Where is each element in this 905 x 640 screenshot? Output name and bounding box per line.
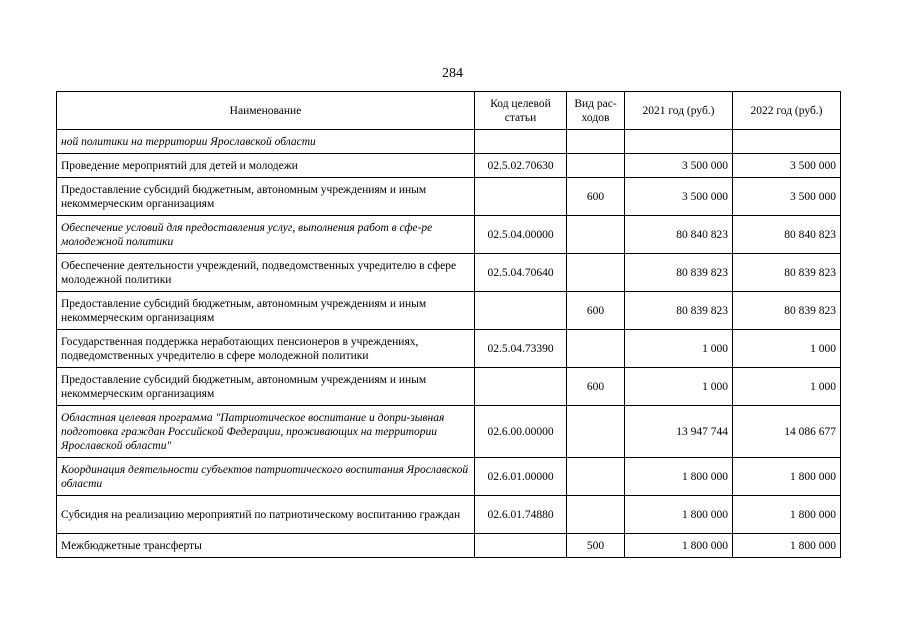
row-expense-type xyxy=(567,496,625,534)
row-expense-type: 500 xyxy=(567,534,625,558)
table-row xyxy=(57,292,841,330)
row-code xyxy=(475,368,567,406)
row-amount-2022: 80 840 823 xyxy=(733,216,841,254)
table-row xyxy=(57,458,841,496)
row-name: Проведение мероприятий для детей и молодежи xyxy=(57,154,475,178)
row-amount-2022: 1 800 000 xyxy=(733,496,841,534)
row-expense-type xyxy=(567,458,625,496)
row-name: Координация деятельности субъектов патриотического воспитания Ярославской области xyxy=(57,458,475,496)
table-row xyxy=(57,130,841,154)
row-expense-type: 600 xyxy=(567,178,625,216)
row-amount-2022: 1 000 xyxy=(733,330,841,368)
row-amount-2021: 1 800 000 xyxy=(625,458,733,496)
row-name: Предоставление субсидий бюджетным, автономным учреждениям и иным некоммерческим организациям xyxy=(57,292,475,330)
table-row xyxy=(57,330,841,368)
row-code xyxy=(475,534,567,558)
row-expense-type xyxy=(567,130,625,154)
table-row xyxy=(57,406,841,458)
table-row xyxy=(57,496,841,534)
row-amount-2021: 13 947 744 xyxy=(625,406,733,458)
page-number: 284 xyxy=(442,66,463,81)
row-amount-2021: 3 500 000 xyxy=(625,178,733,216)
header-expense-type: Вид рас-ходов xyxy=(567,92,625,130)
row-amount-2021: 1 000 xyxy=(625,368,733,406)
table-row xyxy=(57,368,841,406)
row-amount-2022: 80 839 823 xyxy=(733,292,841,330)
row-code: 02.5.04.00000 xyxy=(475,216,567,254)
row-code: 02.6.00.00000 xyxy=(475,406,567,458)
table-row xyxy=(57,178,841,216)
header-code: Код целевой статьи xyxy=(475,92,567,130)
row-code: 02.5.02.70630 xyxy=(475,154,567,178)
row-amount-2021: 80 840 823 xyxy=(625,216,733,254)
row-code: 02.5.04.73390 xyxy=(475,330,567,368)
row-expense-type: 600 xyxy=(567,368,625,406)
header-name: Наименование xyxy=(57,92,475,130)
row-name: Обеспечение деятельности учреждений, подведомственных учредителю в сфере молодежной политики xyxy=(57,254,475,292)
row-expense-type: 600 xyxy=(567,292,625,330)
row-code xyxy=(475,130,567,154)
row-amount-2021: 80 839 823 xyxy=(625,254,733,292)
row-code xyxy=(475,292,567,330)
row-amount-2022: 1 800 000 xyxy=(733,534,841,558)
row-amount-2021: 80 839 823 xyxy=(625,292,733,330)
table-row xyxy=(57,154,841,178)
row-expense-type xyxy=(567,406,625,458)
table-row xyxy=(57,534,841,558)
row-amount-2022: 3 500 000 xyxy=(733,178,841,216)
row-amount-2021: 1 800 000 xyxy=(625,534,733,558)
budget-table xyxy=(56,91,841,558)
row-expense-type xyxy=(567,154,625,178)
row-code: 02.5.04.70640 xyxy=(475,254,567,292)
table-header-row xyxy=(57,92,841,130)
table-row xyxy=(57,254,841,292)
row-name: Государственная поддержка неработающих пенсионеров в учреждениях, подведомственных учредителю в сфере молодежной политики xyxy=(57,330,475,368)
row-amount-2022: 80 839 823 xyxy=(733,254,841,292)
row-amount-2022: 1 800 000 xyxy=(733,458,841,496)
row-name: Обеспечение условий для предоставления услуг, выполнения работ в сфе-ре молодежной политики xyxy=(57,216,475,254)
row-name: ной политики на территории Ярославской области xyxy=(57,130,475,154)
row-code: 02.6.01.74880 xyxy=(475,496,567,534)
row-name: Областная целевая программа "Патриотическое воспитание и допри-зывная подготовка граждан Российской Федерации, проживающих на территории Ярославской области" xyxy=(57,406,475,458)
header-year-2022: 2022 год (руб.) xyxy=(733,92,841,130)
row-amount-2021: 3 500 000 xyxy=(625,154,733,178)
row-expense-type xyxy=(567,254,625,292)
row-amount-2022: 1 000 xyxy=(733,368,841,406)
row-name: Межбюджетные трансферты xyxy=(57,534,475,558)
row-amount-2022 xyxy=(733,130,841,154)
row-amount-2022: 14 086 677 xyxy=(733,406,841,458)
row-name: Субсидия на реализацию мероприятий по патриотическому воспитанию граждан xyxy=(57,496,475,534)
row-name: Предоставление субсидий бюджетным, автономным учреждениям и иным некоммерческим организациям xyxy=(57,178,475,216)
row-code: 02.6.01.00000 xyxy=(475,458,567,496)
header-year-2021: 2021 год (руб.) xyxy=(625,92,733,130)
table-row xyxy=(57,216,841,254)
row-amount-2021 xyxy=(625,130,733,154)
row-amount-2021: 1 000 xyxy=(625,330,733,368)
row-expense-type xyxy=(567,216,625,254)
row-name: Предоставление субсидий бюджетным, автономным учреждениям и иным некоммерческим организациям xyxy=(57,368,475,406)
row-expense-type xyxy=(567,330,625,368)
row-code xyxy=(475,178,567,216)
row-amount-2022: 3 500 000 xyxy=(733,154,841,178)
row-amount-2021: 1 800 000 xyxy=(625,496,733,534)
